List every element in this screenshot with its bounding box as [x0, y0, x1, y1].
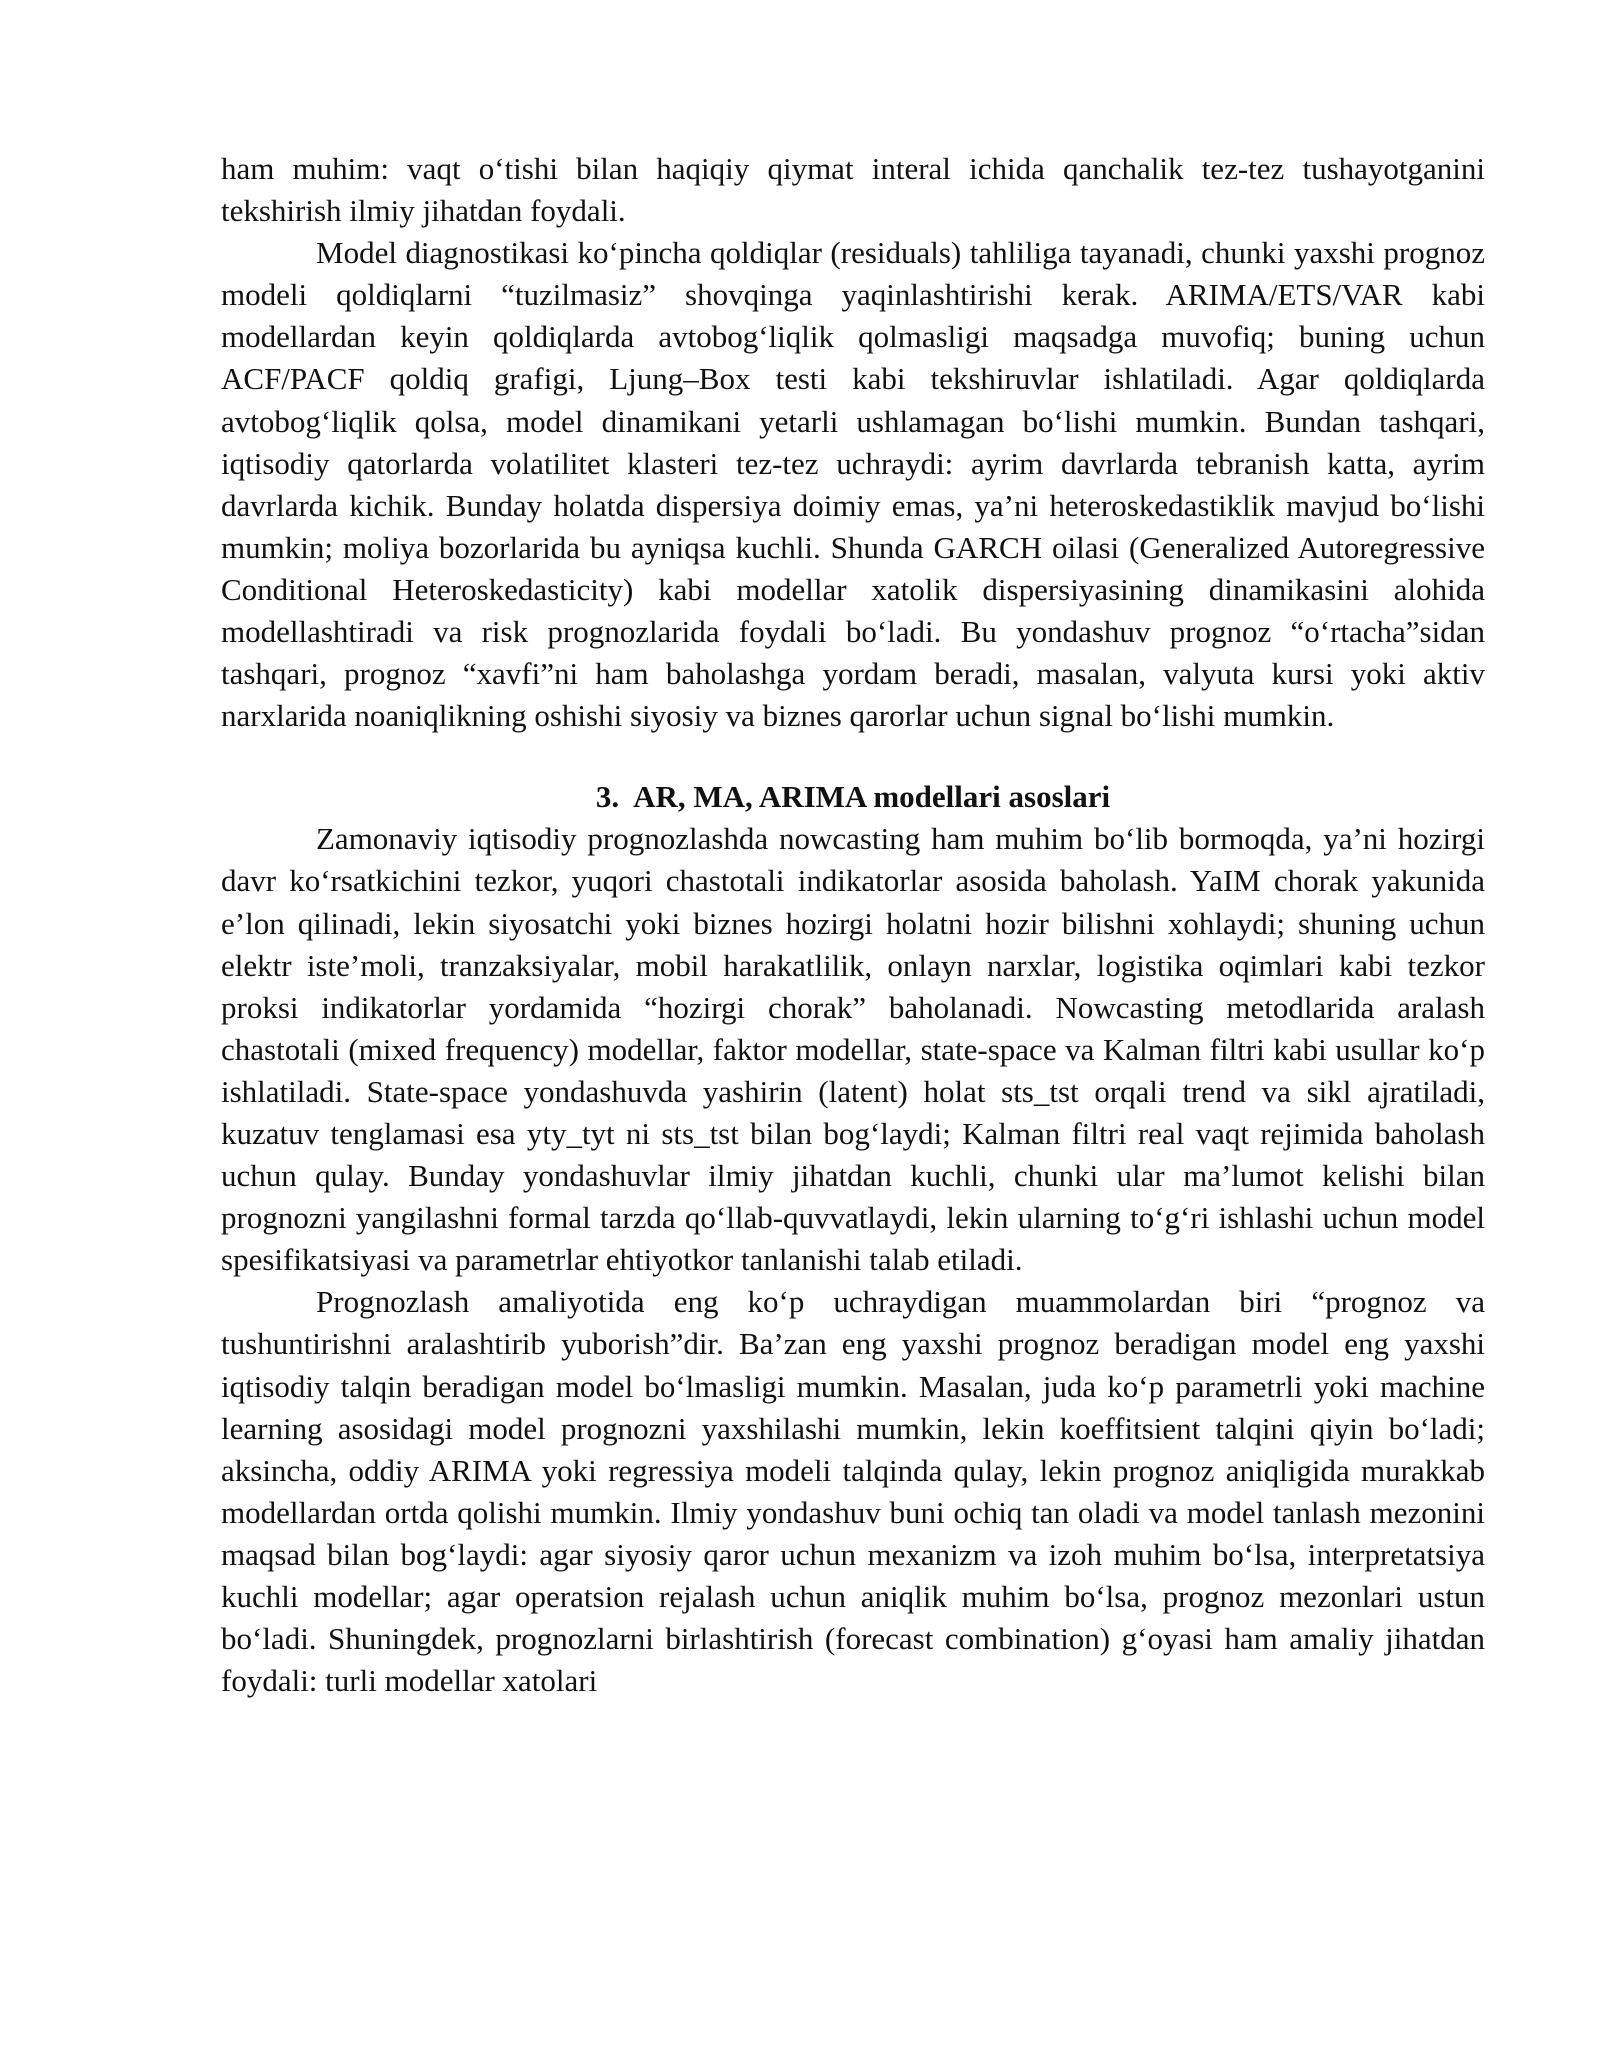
- paragraph-forecast-vs-explanation: Prognozlash amaliyotida eng ko‘p uchraydigan muammolardan biri “prognoz va tushuntirishni aralashtirib yuborish”dir. Ba’zan eng yaxshi prognoz beradigan model eng yaxshi iqtisodiy talqin beradigan model bo‘lmasligi mumkin. Masalan, juda ko‘p parametrli yoki machine learning asosidagi model prognozni yaxshilashi mumkin, lekin koeffitsient talqini qiyin bo‘ladi; aksincha, oddiy ARIMA yoki regressiya modeli talqinda qulay, lekin prognoz aniqligida murakkab modellardan ortda qolishi mumkin. Ilmiy yondashuv buni ochiq tan oladi va model tanlash mezonini maqsad bilan bog‘laydi: agar siyosiy qaror uchun mexanizm va izoh muhim bo‘lsa, interpretatsiya kuchli modellar; agar operatsion rejalash uchun aniqlik muhim bo‘lsa, prognoz mezonlari ustun bo‘ladi. Shuningdek, prognozlarni birlashtirish (forecast combination) g‘oyasi ham amaliy jihatdan foydali: turli modellar xatolari: [221, 1284, 1485, 1699]
- paragraph-nowcasting: Zamonaviy iqtisodiy prognozlashda nowcasting ham muhim bo‘lib bormoqda, ya’ni hozirgi davr ko‘rsatkichini tezkor, yuqori chastotali indikatorlar asosida baholash. YaIM chorak yakunida e’lon qilinadi, lekin siyosatchi yoki biznes hozirgi holatni hozir bilishni xohlaydi; shuning uchun elektr iste’moli, tranzaksiyalar, mobil harakatlilik, onlayn narxlar, logistika oqimlari kabi tezkor proksi indikatorlar yordamida “hozirgi chorak” baholanadi. Nowcasting metodlarida aralash chastotali (mixed frequency) modellar, faktor modellar, state-space va Kalman filtri kabi usullar ko‘p ishlatiladi. State-space yondashuvda yashirin (latent) holat sts_tst orqali trend va sikl ajratiladi, kuzatuv tenglamasi esa yty_tyt ni sts_tst bilan bog‘laydi; Kalman filtri real vaqt rejimida baholash uchun qulay. Bunday yondashuvlar ilmiy jihatdan kuchli, chunki ular ma’lumot kelishi bilan prognozni yangilashni formal tarzda qo‘llab-quvvatlaydi, lekin ularning to‘g‘ri ishlashi uchun model spesifikatsiyasi va parametrlar ehtiyotkor tanlanishi talab etiladi.: [221, 821, 1485, 1278]
- paragraph-model-diagnostics: Model diagnostikasi ko‘pincha qoldiqlar (residuals) tahliliga tayanadi, chunki yaxshi prognoz modeli qoldiqlarni “tuzilmasiz” shovqinga yaqinlashtirishi kerak. ARIMA/ETS/VAR kabi modellardan keyin qoldiqlarda avtobog‘liqlik qolmasligi maqsadga muvofiq; buning uchun ACF/PACF qoldiq grafigi, Ljung–Box testi kabi tekshiruvlar ishlatiladi. Agar qoldiqlarda avtobog‘liqlik qolsa, model dinamikani yetarli ushlamagan bo‘lishi mumkin. Bundan tashqari, iqtisodiy qatorlarda volatilitet klasteri tez-tez uchraydi: ayrim davrlarda tebranish katta, ayrim davrlarda kichik. Bunday holatda dispersiya doimiy emas, ya’ni heteroskedastiklik mavjud bo‘lishi mumkin; moliya bozorlarida bu ayniqsa kuchli. Shunda GARCH oilasi (Generalized Autoregressive Conditional Heteroskedasticity) kabi modellar xatolik dispersiyasining dinamikasini alohida modellashtiradi va risk prognozlarida foydali bo‘ladi. Bu yondashuv prognoz “o‘rtacha”sidan tashqari, prognoz “xavfi”ni ham baholashga yordam beradi, masalan, valyuta kursi yoki aktiv narxlarida noaniqlikning oshishi siyosiy va biznes qarorlar uchun signal bo‘lishi mumkin.: [221, 235, 1485, 734]
- document-page: [221, 148, 1485, 1702]
- section-title: AR, MA, ARIMA modellari asoslari: [633, 779, 1111, 815]
- section-heading: [221, 776, 1485, 818]
- section-number: 3.: [595, 779, 620, 815]
- paragraph-continuation: ham muhim: vaqt o‘tishi bilan haqiqiy qiymat interal ichida qanchalik tez-tez tushayotganini tekshirish ilmiy jihatdan foydali.: [221, 151, 1485, 229]
